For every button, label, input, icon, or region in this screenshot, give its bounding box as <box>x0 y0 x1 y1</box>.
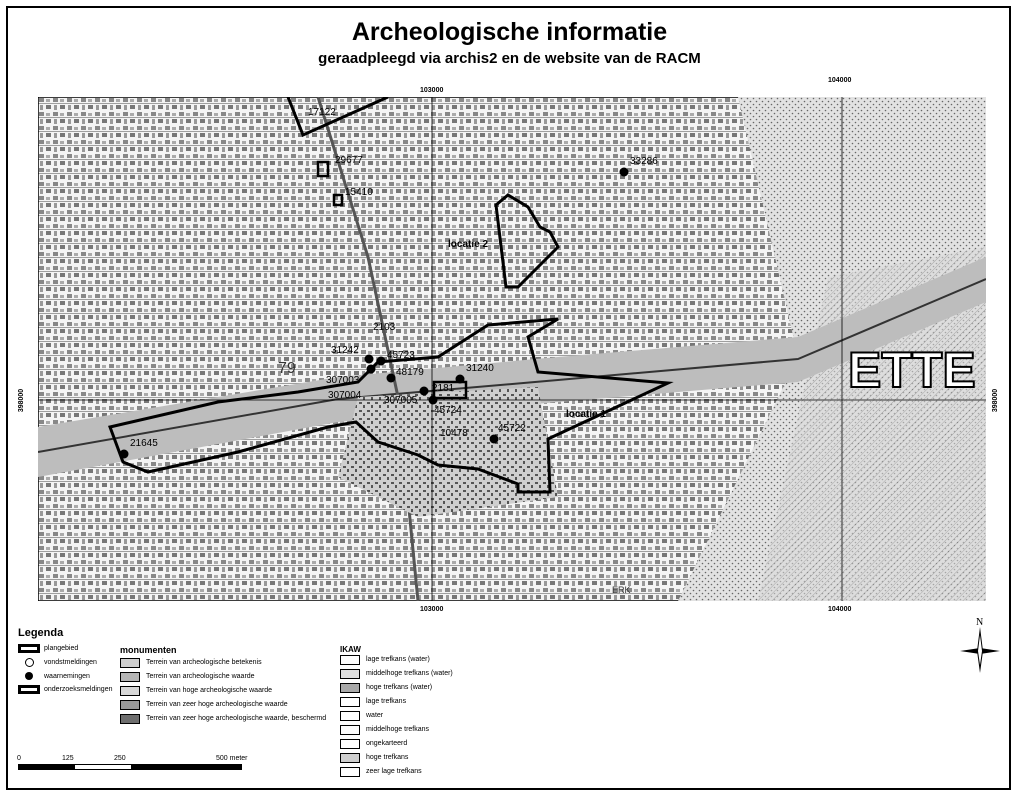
map-canvas[interactable] <box>38 97 986 601</box>
legend-swatch-monument-1 <box>120 672 140 682</box>
label-45722: 45722 <box>498 423 526 434</box>
legend-swatch-ikaw-5 <box>340 725 360 735</box>
map-title: Archeologische informatie <box>351 18 668 46</box>
label-31240: 31240 <box>466 363 494 374</box>
legend-vondstmeldingen: vondstmeldingen <box>44 659 97 666</box>
label-21645: 21645 <box>130 438 158 449</box>
legend-swatch-vondst <box>25 658 34 667</box>
label-street: ERK <box>612 585 631 595</box>
legend-ikaw-6: ongekarteerd <box>366 740 408 747</box>
scalebar-label-500: 500 meter <box>216 755 248 762</box>
legend-ikaw-5: middelhoge trefkans <box>366 726 430 733</box>
legend-swatch-ikaw-6 <box>340 739 360 749</box>
legend-ikaw-title: IKAW <box>340 645 361 654</box>
legend-onderzoeksmeldingen: onderzoeksmeldingen <box>44 686 113 693</box>
scalebar <box>18 764 242 770</box>
waarneming-307004[interactable] <box>420 387 429 396</box>
legend-ikaw-0: lage trefkans (water) <box>366 656 430 663</box>
legend-monument-4: Terrein van zeer hoge archeologische waarde, beschermd <box>146 715 327 722</box>
waarneming-48179[interactable] <box>387 374 396 383</box>
legend-swatch-ikaw-7 <box>340 753 360 763</box>
label-2103: 2103 <box>373 322 396 333</box>
waarneming-31240[interactable] <box>456 375 465 384</box>
legend-monument-3: Terrein van zeer hoge archeologische waarde <box>146 701 288 708</box>
grid-tick-right-398000: 398000 <box>992 388 1000 413</box>
north-label: N <box>976 617 984 628</box>
grid-tick-bottom-104000: 104000 <box>828 606 852 613</box>
waarneming-45723[interactable] <box>377 357 386 366</box>
north-arrow-icon <box>956 615 1004 675</box>
label-zone-79: 79 <box>278 360 296 377</box>
waarneming-307005[interactable] <box>429 396 438 405</box>
legend-ikaw-8: zeer lage trefkans <box>366 768 422 775</box>
legend-plangebied: plangebied <box>44 645 79 652</box>
legend-swatch-monument-0 <box>120 658 140 668</box>
waarneming-33286[interactable] <box>620 168 629 177</box>
label-place-ette: ETTE <box>848 342 976 398</box>
legend-monumenten-title: monumenten <box>120 645 177 655</box>
legend-swatch-ikaw-4 <box>340 711 360 721</box>
label-33286: 33286 <box>630 156 658 167</box>
legend-title: Legenda <box>18 627 64 639</box>
legend-swatch-ikaw-1 <box>340 669 360 679</box>
legend-swatch-monument-3 <box>120 700 140 710</box>
scalebar-seg-3 <box>131 765 241 769</box>
label-307003: 307003 <box>326 375 360 386</box>
legend-swatch-waarneming <box>25 672 33 680</box>
legend-swatch-ikaw-3 <box>340 697 360 707</box>
label-307004: 307004 <box>328 390 362 401</box>
label-10478: 10478 <box>440 428 468 439</box>
legend-swatch-ikaw-2 <box>340 683 360 693</box>
label-2181: 2181 <box>432 383 455 394</box>
legend-swatch-onderzoek <box>18 685 40 694</box>
label-45723: 45723 <box>387 350 415 361</box>
label-15410: 15410 <box>345 187 373 198</box>
legend-waarnemingen: waarnemingen <box>44 673 90 680</box>
scalebar-seg-1 <box>19 765 75 769</box>
legend-monument-2: Terrein van hoge archeologische waarde <box>146 687 273 694</box>
grid-tick-bottom-103000: 103000 <box>420 606 444 613</box>
grid-tick-left-398000: 398000 <box>18 388 26 413</box>
label-31242: 31242 <box>331 345 359 356</box>
grid-tick-top-104000: 104000 <box>828 77 852 84</box>
scalebar-label-125: 125 <box>62 755 74 762</box>
legend-swatch-ikaw-0 <box>340 655 360 665</box>
waarneming-45722[interactable] <box>490 435 499 444</box>
label-45724: 45724 <box>434 405 462 416</box>
legend-monument-0: Terrein van archeologische betekenis <box>146 659 262 666</box>
legend-monument-1: Terrein van archeologische waarde <box>146 673 255 680</box>
label-48179: 48179 <box>396 367 424 378</box>
label-29677: 29677 <box>335 155 363 166</box>
legend-ikaw-3: lage trefkans <box>366 698 407 705</box>
label-17122: 17122 <box>308 107 336 118</box>
grid-tick-top-103000: 103000 <box>420 87 444 94</box>
legend-swatch-monument-4 <box>120 714 140 724</box>
label-locatie1: locatie 1 <box>566 409 607 420</box>
waarneming-31242[interactable] <box>365 355 374 364</box>
label-307005: 307005 <box>384 395 418 406</box>
scalebar-label-250: 250 <box>114 755 126 762</box>
legend-ikaw-1: middelhoge trefkans (water) <box>366 670 453 677</box>
label-locatie2: locatie 2 <box>448 239 489 250</box>
legend-swatch-monument-2 <box>120 686 140 696</box>
waarneming-21645[interactable] <box>120 450 129 459</box>
legend-ikaw-2: hoge trefkans (water) <box>366 684 433 691</box>
waarneming-307003[interactable] <box>367 365 376 374</box>
legend-swatch-ikaw-8 <box>340 767 360 777</box>
legend-swatch-plangebied <box>18 644 40 653</box>
legend-ikaw-4: water <box>366 712 384 719</box>
scalebar-label-0: 0 <box>17 755 21 762</box>
legend-ikaw-7: hoge trefkans <box>366 754 409 761</box>
map-subtitle: geraadpleegd via archis2 en de website van de RACM <box>318 50 701 67</box>
